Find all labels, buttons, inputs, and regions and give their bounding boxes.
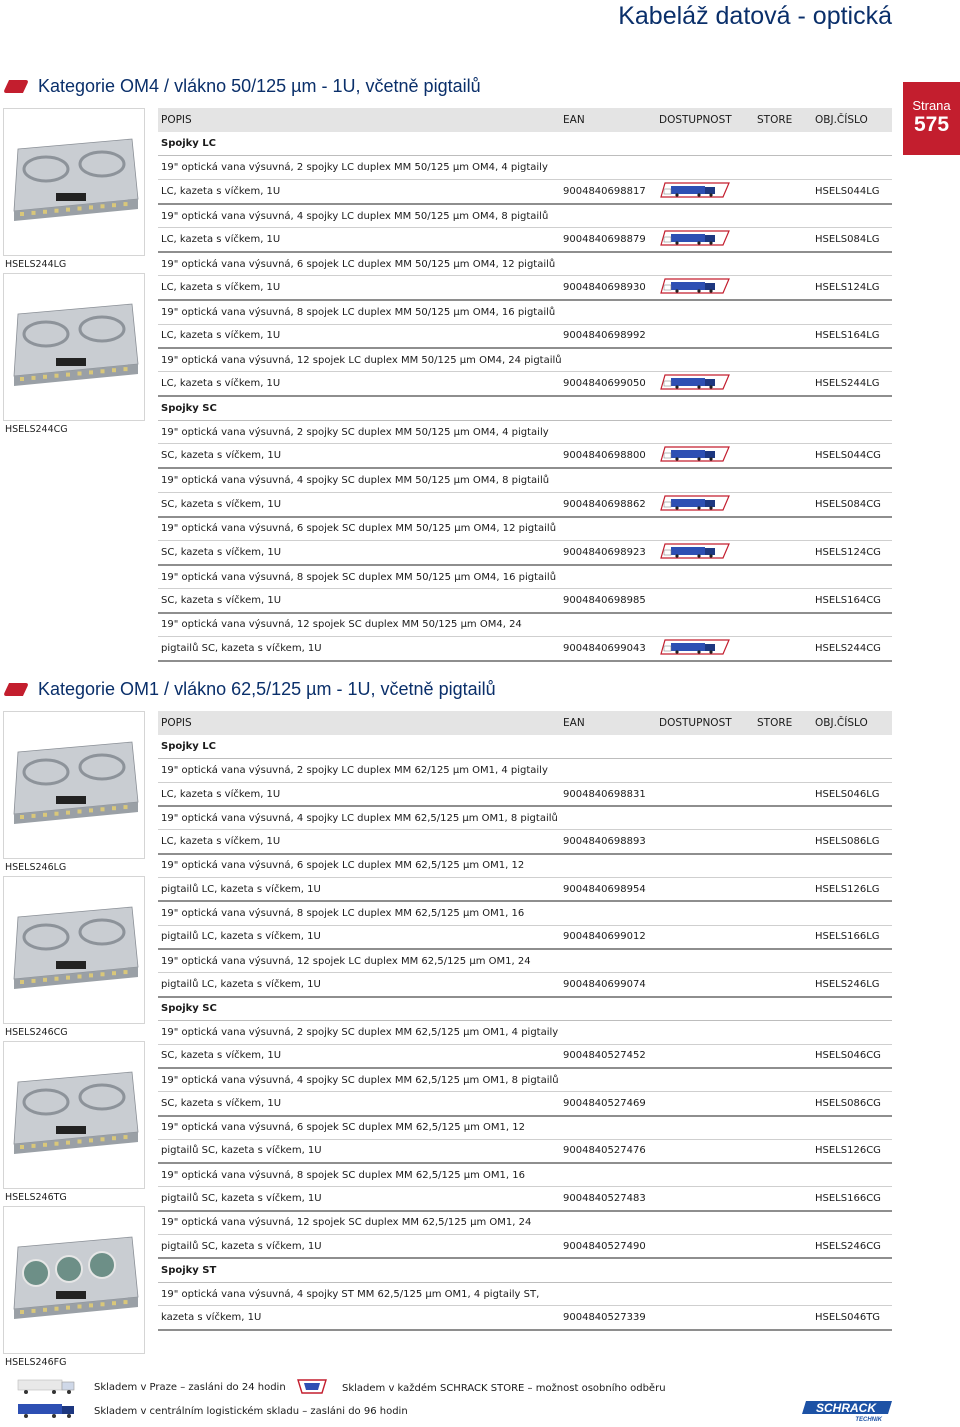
product-store <box>754 541 812 566</box>
product-order-number: HSELS246LG <box>812 973 892 997</box>
product-description-line2: LC, kazeta s víčkem, 1U <box>158 276 560 301</box>
product-availability <box>656 1044 754 1068</box>
product-description-line1: 19" optická vana výsuvná, 6 spojek LC duplex MM 50/125 µm OM4, 12 pigtailů <box>158 252 892 276</box>
product-store <box>754 1306 812 1330</box>
table-row <box>158 759 892 783</box>
product-availability <box>656 1092 754 1116</box>
product-ean: 9004840698831 <box>560 782 656 806</box>
product-ean: 9004840698954 <box>560 878 656 902</box>
product-store <box>754 1139 812 1163</box>
product-photo-caption: HSELS244CG <box>5 424 68 435</box>
product-order-number: HSELS166LG <box>812 925 892 949</box>
table-row <box>158 565 892 589</box>
product-description-line2: SC, kazeta s víčkem, 1U <box>158 444 560 469</box>
group-heading: Spojky SC <box>158 396 892 420</box>
product-photo-caption: HSELS246CG <box>5 1027 68 1038</box>
product-store <box>754 1044 812 1068</box>
product-availability <box>656 179 754 204</box>
product-order-number: HSELS166CG <box>812 1187 892 1211</box>
product-store <box>754 228 812 253</box>
product-ean: 9004840527339 <box>560 1306 656 1330</box>
product-photo-caption: HSELS246FG <box>5 1357 67 1368</box>
product-photo <box>3 1206 145 1354</box>
product-description-line2: LC, kazeta s víčkem, 1U <box>158 782 560 806</box>
table-row <box>158 806 892 830</box>
product-order-number: HSELS086CG <box>812 1092 892 1116</box>
truck-blue-icon <box>14 1377 82 1398</box>
product-availability <box>656 782 754 806</box>
product-order-number: HSELS244CG <box>812 636 892 661</box>
product-ean: 9004840698992 <box>560 324 656 348</box>
header-dostupnost: DOSTUPNOST <box>656 108 754 132</box>
header-store: STORE <box>754 108 812 132</box>
product-photo <box>3 273 145 421</box>
table-row <box>158 1211 892 1235</box>
table-row <box>158 1187 892 1211</box>
table-row <box>158 300 892 324</box>
table-row <box>158 228 892 253</box>
section-om1-heading <box>6 679 496 700</box>
table-row <box>158 179 892 204</box>
product-order-number: HSELS046CG <box>812 1044 892 1068</box>
table-row <box>158 1163 892 1187</box>
product-description-line2: pigtailů SC, kazeta s víčkem, 1U <box>158 1139 560 1163</box>
product-description-line1: 19" optická vana výsuvná, 2 spojky LC duplex MM 50/125 µm OM4, 4 pigtaily <box>158 156 892 180</box>
product-store <box>754 1187 812 1211</box>
product-description-line2: SC, kazeta s víčkem, 1U <box>158 589 560 613</box>
table-row <box>158 1044 892 1068</box>
product-store <box>754 1092 812 1116</box>
product-description-line1: 19" optická vana výsuvná, 12 spojek LC duplex MM 50/125 µm OM4, 24 pigtailů <box>158 348 892 372</box>
section-om1-table <box>158 711 892 1331</box>
product-availability <box>656 1187 754 1211</box>
product-ean: 9004840698923 <box>560 541 656 566</box>
table-row <box>158 1306 892 1330</box>
group-heading: Spojky LC <box>158 735 892 759</box>
table-row <box>158 854 892 878</box>
group-heading-row <box>158 396 892 420</box>
table-row <box>158 156 892 180</box>
section-om1-title: Kategorie OM1 / vlákno 62,5/125 µm - 1U, včetně pigtailů <box>38 679 496 699</box>
legend-item-store <box>296 1377 666 1400</box>
product-order-number: HSELS246CG <box>812 1235 892 1259</box>
product-availability <box>656 1139 754 1163</box>
product-description-line1: 19" optická vana výsuvná, 4 spojky ST MM 62,5/125 µm OM1, 4 pigtaily ST, <box>158 1282 892 1306</box>
product-description-line1: 19" optická vana výsuvná, 2 spojky SC duplex MM 50/125 µm OM4, 4 pigtaily <box>158 420 892 444</box>
legend-text-central: Skladem v centrálním logistickém skladu – zasláni do 96 hodin <box>94 1406 408 1417</box>
table-row <box>158 372 892 397</box>
truck-red-icon <box>659 637 731 660</box>
section-marker-icon <box>3 80 29 93</box>
group-heading-row <box>158 735 892 759</box>
product-availability <box>656 492 754 517</box>
product-description-line1: 19" optická vana výsuvná, 4 spojky SC duplex MM 62,5/125 µm OM1, 8 pigtailů <box>158 1068 892 1092</box>
product-description-line1: 19" optická vana výsuvná, 4 spojky LC duplex MM 50/125 µm OM4, 8 pigtailů <box>158 204 892 228</box>
product-description-line1: 19" optická vana výsuvná, 12 spojek LC duplex MM 62,5/125 µm OM1, 24 <box>158 949 892 973</box>
section-om4-heading <box>6 76 481 97</box>
product-order-number: HSELS244LG <box>812 372 892 397</box>
product-ean: 9004840699043 <box>560 636 656 661</box>
header-dostupnost: DOSTUPNOST <box>656 711 754 735</box>
product-description-line2: LC, kazeta s víčkem, 1U <box>158 372 560 397</box>
product-availability <box>656 973 754 997</box>
product-ean: 9004840699074 <box>560 973 656 997</box>
product-availability <box>656 925 754 949</box>
product-order-number: HSELS084LG <box>812 228 892 253</box>
product-store <box>754 925 812 949</box>
product-description-line1: 19" optická vana výsuvná, 4 spojky SC duplex MM 50/125 µm OM4, 8 pigtailů <box>158 468 892 492</box>
product-order-number: HSELS046TG <box>812 1306 892 1330</box>
product-store <box>754 782 812 806</box>
table-row <box>158 1116 892 1140</box>
product-availability <box>656 878 754 902</box>
product-description-line2: SC, kazeta s víčkem, 1U <box>158 1092 560 1116</box>
product-order-number: HSELS124CG <box>812 541 892 566</box>
product-description-line1: 19" optická vana výsuvná, 4 spojky LC duplex MM 62,5/125 µm OM1, 8 pigtailů <box>158 806 892 830</box>
section-om1-images <box>0 711 150 1371</box>
product-store <box>754 372 812 397</box>
table-row <box>158 830 892 854</box>
legend-text-prague: Skladem v Praze – zasláni do 24 hodin <box>94 1382 286 1393</box>
section-om4-table <box>158 108 892 662</box>
store-cart-icon <box>296 1377 330 1400</box>
table-row <box>158 348 892 372</box>
product-store <box>754 179 812 204</box>
product-ean: 9004840698879 <box>560 228 656 253</box>
product-ean: 9004840699050 <box>560 372 656 397</box>
svg-text:SCHRACK: SCHRACK <box>816 1401 876 1415</box>
product-description-line2: pigtailů LC, kazeta s víčkem, 1U <box>158 973 560 997</box>
product-description-line2: pigtailů LC, kazeta s víčkem, 1U <box>158 878 560 902</box>
table-row <box>158 1068 892 1092</box>
table-row <box>158 204 892 228</box>
table-row <box>158 1020 892 1044</box>
product-photo-caption: HSELS246TG <box>5 1192 67 1203</box>
product-description-line1: 19" optická vana výsuvná, 8 spojek LC duplex MM 50/125 µm OM4, 16 pigtailů <box>158 300 892 324</box>
table-row <box>158 541 892 566</box>
svg-text:TECHNIK: TECHNIK <box>855 1417 882 1423</box>
table-row <box>158 878 892 902</box>
truck-blue-icon <box>659 276 731 299</box>
product-ean: 9004840698893 <box>560 830 656 854</box>
product-photo-caption: HSELS244LG <box>5 259 67 270</box>
product-availability <box>656 372 754 397</box>
product-description-line1: 19" optická vana výsuvná, 2 spojky LC duplex MM 62/125 µm OM1, 4 pigtaily <box>158 759 892 783</box>
header-obj: OBJ.ČÍSLO <box>812 108 892 132</box>
header-ean: EAN <box>560 711 656 735</box>
table-row <box>158 949 892 973</box>
product-description-line1: 19" optická vana výsuvná, 6 spojek SC duplex MM 62,5/125 µm OM1, 12 <box>158 1116 892 1140</box>
product-order-number: HSELS046LG <box>812 782 892 806</box>
table-row <box>158 1235 892 1259</box>
product-description-line2: pigtailů SC, kazeta s víčkem, 1U <box>158 1235 560 1259</box>
truck-blue-icon <box>659 372 731 395</box>
product-availability <box>656 830 754 854</box>
group-heading-row <box>158 997 892 1021</box>
product-store <box>754 589 812 613</box>
product-description-line1: 19" optická vana výsuvná, 12 spojek SC duplex MM 50/125 µm OM4, 24 <box>158 613 892 637</box>
table-row <box>158 324 892 348</box>
product-availability <box>656 444 754 469</box>
table-row <box>158 973 892 997</box>
product-description-line1: 19" optická vana výsuvná, 8 spojek LC duplex MM 62,5/125 µm OM1, 16 <box>158 901 892 925</box>
product-availability <box>656 276 754 301</box>
truck-blue-icon <box>659 444 731 467</box>
product-photo <box>3 1041 145 1189</box>
product-store <box>754 324 812 348</box>
product-store <box>754 973 812 997</box>
group-heading-row <box>158 132 892 156</box>
table-row <box>158 925 892 949</box>
table-row <box>158 444 892 469</box>
product-store <box>754 492 812 517</box>
table-row <box>158 589 892 613</box>
product-availability <box>656 1235 754 1259</box>
product-availability <box>656 228 754 253</box>
product-description-line2: pigtailů LC, kazeta s víčkem, 1U <box>158 925 560 949</box>
product-store <box>754 444 812 469</box>
header-ean: EAN <box>560 108 656 132</box>
product-order-number: HSELS124LG <box>812 276 892 301</box>
product-ean: 9004840527490 <box>560 1235 656 1259</box>
group-heading-row <box>158 1258 892 1282</box>
product-store <box>754 1235 812 1259</box>
product-availability <box>656 636 754 661</box>
product-order-number: HSELS044LG <box>812 179 892 204</box>
product-description-line1: 19" optická vana výsuvná, 8 spojek SC duplex MM 50/125 µm OM4, 16 pigtailů <box>158 565 892 589</box>
product-description-line1: 19" optická vana výsuvná, 6 spojek LC duplex MM 62,5/125 µm OM1, 12 <box>158 854 892 878</box>
product-ean: 9004840698800 <box>560 444 656 469</box>
product-ean: 9004840698817 <box>560 179 656 204</box>
section-om4-title: Kategorie OM4 / vlákno 50/125 µm - 1U, včetně pigtailů <box>38 76 481 96</box>
header-popis: POPIS <box>158 108 560 132</box>
page-title: Kabeláž datová - optická <box>618 2 892 30</box>
product-description-line2: LC, kazeta s víčkem, 1U <box>158 324 560 348</box>
product-store <box>754 636 812 661</box>
product-ean: 9004840698930 <box>560 276 656 301</box>
product-ean: 9004840698985 <box>560 589 656 613</box>
product-store <box>754 276 812 301</box>
truck-blue-icon <box>659 228 731 251</box>
product-description-line1: 19" optická vana výsuvná, 8 spojek SC duplex MM 62,5/125 µm OM1, 16 <box>158 1163 892 1187</box>
table-row <box>158 1282 892 1306</box>
truck-blue-dark-icon <box>14 1401 82 1422</box>
page-number-label: Strana <box>912 98 951 113</box>
group-heading: Spojky SC <box>158 997 892 1021</box>
table-row <box>158 782 892 806</box>
table-row <box>158 1139 892 1163</box>
product-ean: 9004840527476 <box>560 1139 656 1163</box>
product-ean: 9004840698862 <box>560 492 656 517</box>
product-availability <box>656 1306 754 1330</box>
section-om4-images <box>0 108 150 438</box>
schrack-logo <box>800 1399 894 1427</box>
product-photo <box>3 876 145 1024</box>
product-order-number: HSELS084CG <box>812 492 892 517</box>
table-row <box>158 420 892 444</box>
group-heading: Spojky LC <box>158 132 892 156</box>
product-description-line1: 19" optická vana výsuvná, 2 spojky SC duplex MM 62,5/125 µm OM1, 4 pigtaily <box>158 1020 892 1044</box>
page-number: 575 <box>913 113 950 136</box>
table-row <box>158 613 892 637</box>
table-row <box>158 1092 892 1116</box>
group-heading: Spojky ST <box>158 1258 892 1282</box>
product-ean: 9004840527483 <box>560 1187 656 1211</box>
product-description-line2: LC, kazeta s víčkem, 1U <box>158 179 560 204</box>
truck-red-icon <box>659 493 731 516</box>
product-description-line2: SC, kazeta s víčkem, 1U <box>158 541 560 566</box>
product-availability <box>656 324 754 348</box>
product-description-line2: LC, kazeta s víčkem, 1U <box>158 228 560 253</box>
legend-item-central <box>14 1401 408 1422</box>
product-order-number: HSELS126CG <box>812 1139 892 1163</box>
truck-red-icon <box>659 541 731 564</box>
table-row <box>158 901 892 925</box>
product-ean: 9004840527452 <box>560 1044 656 1068</box>
product-description-line2: SC, kazeta s víčkem, 1U <box>158 492 560 517</box>
header-popis: POPIS <box>158 711 560 735</box>
product-description-line1: 19" optická vana výsuvná, 12 spojek SC duplex MM 62,5/125 µm OM1, 24 <box>158 1211 892 1235</box>
product-description-line2: kazeta s víčkem, 1U <box>158 1306 560 1330</box>
product-description-line1: 19" optická vana výsuvná, 6 spojek SC duplex MM 50/125 µm OM4, 12 pigtailů <box>158 517 892 541</box>
legend-text-store: Skladem v každém SCHRACK STORE – možnost osobního odběru <box>342 1383 666 1394</box>
table-row <box>158 492 892 517</box>
truck-red-icon <box>659 180 731 203</box>
product-ean: 9004840527469 <box>560 1092 656 1116</box>
product-store <box>754 878 812 902</box>
product-description-line2: pigtailů SC, kazeta s víčkem, 1U <box>158 1187 560 1211</box>
product-description-line2: LC, kazeta s víčkem, 1U <box>158 830 560 854</box>
product-order-number: HSELS126LG <box>812 878 892 902</box>
table-row <box>158 517 892 541</box>
section-marker-icon <box>3 683 29 696</box>
product-store <box>754 830 812 854</box>
legend-item-prague <box>14 1377 286 1398</box>
table-row <box>158 276 892 301</box>
product-availability <box>656 541 754 566</box>
product-availability <box>656 589 754 613</box>
product-order-number: HSELS086LG <box>812 830 892 854</box>
product-order-number: HSELS044CG <box>812 444 892 469</box>
product-order-number: HSELS164CG <box>812 589 892 613</box>
page-number-badge <box>903 82 960 155</box>
table-row <box>158 468 892 492</box>
product-order-number: HSELS164LG <box>812 324 892 348</box>
product-photo <box>3 108 145 256</box>
product-photo-caption: HSELS246LG <box>5 862 67 873</box>
product-ean: 9004840699012 <box>560 925 656 949</box>
header-obj: OBJ.ČÍSLO <box>812 711 892 735</box>
product-description-line2: pigtailů SC, kazeta s víčkem, 1U <box>158 636 560 661</box>
header-store: STORE <box>754 711 812 735</box>
table-row <box>158 636 892 661</box>
product-description-line2: SC, kazeta s víčkem, 1U <box>158 1044 560 1068</box>
product-photo <box>3 711 145 859</box>
table-row <box>158 252 892 276</box>
